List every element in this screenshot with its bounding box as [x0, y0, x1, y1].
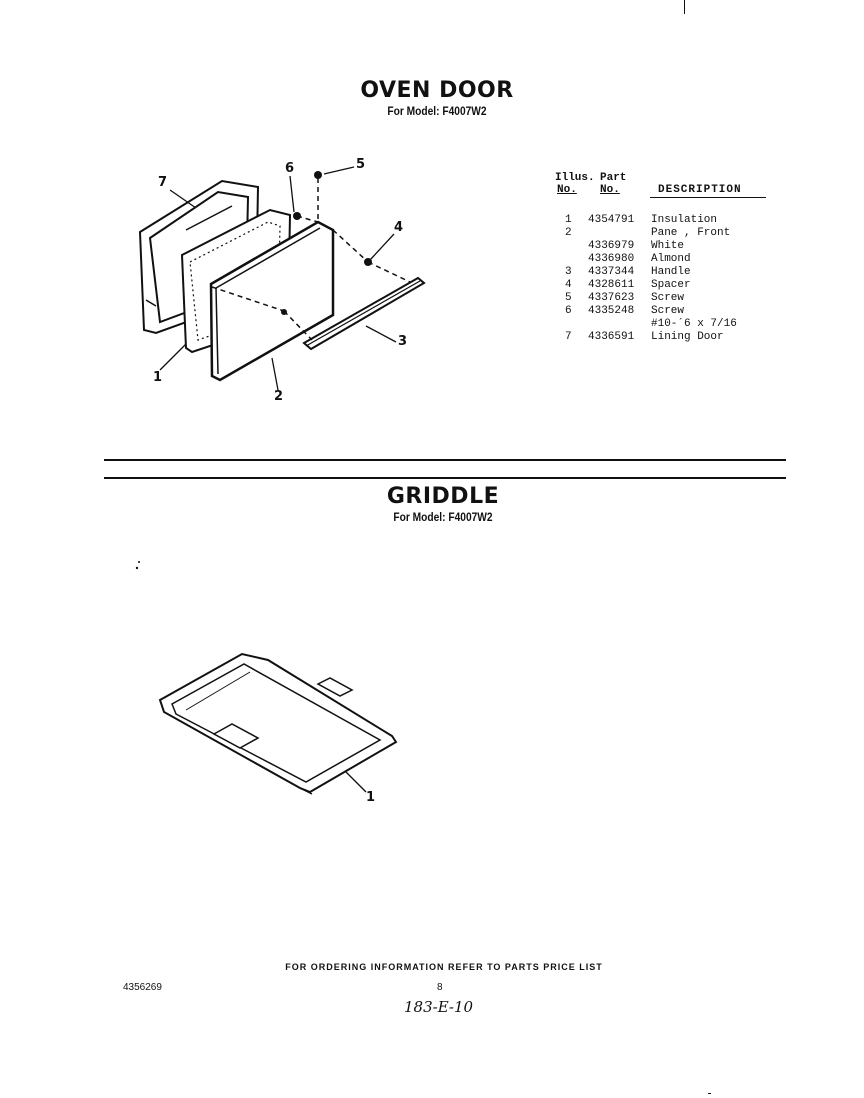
callout-5: 5: [356, 157, 366, 172]
griddle-part: [160, 654, 396, 794]
oven-door-title: OVEN DOOR: [360, 78, 514, 103]
page-number: 8: [437, 982, 443, 993]
callout-3: 3: [398, 334, 408, 349]
header-part-top: Part: [600, 172, 627, 184]
callout-4: 4: [394, 220, 404, 235]
griddle-diagram: [0, 560, 864, 820]
mount-hole: [281, 309, 287, 315]
griddle-title: GRIDDLE: [386, 484, 500, 509]
griddle-model: For Model: F4007W2: [393, 510, 493, 524]
griddle-callout-1: 1: [366, 790, 376, 805]
screw-5-part: [314, 171, 322, 179]
scan-mark: [684, 0, 685, 14]
callout-7: 7: [158, 175, 168, 190]
screw-6-part: [293, 212, 301, 220]
spacer-part: [364, 258, 372, 266]
document-number: 4356269: [123, 982, 162, 993]
oven-door-model: For Model: F4007W2: [387, 104, 487, 118]
header-underline: [650, 197, 766, 198]
oven-door-diagram: [0, 0, 864, 460]
header-part-bottom: No.: [600, 184, 620, 196]
header-illus-top: Illus.: [555, 172, 595, 184]
scan-mark: [708, 1093, 711, 1094]
header-illus-bottom: No.: [557, 184, 577, 196]
callout-2: 2: [274, 389, 284, 404]
ordering-info: FOR ORDERING INFORMATION REFER TO PARTS PRICE LIST: [285, 962, 603, 972]
handwritten-note: 183-E-10: [404, 998, 474, 1016]
header-description: DESCRIPTION: [658, 184, 742, 196]
callout-1: 1: [153, 370, 163, 385]
section-divider-top: [104, 459, 786, 461]
callout-6: 6: [285, 161, 295, 176]
section-divider-bottom: [104, 477, 786, 479]
